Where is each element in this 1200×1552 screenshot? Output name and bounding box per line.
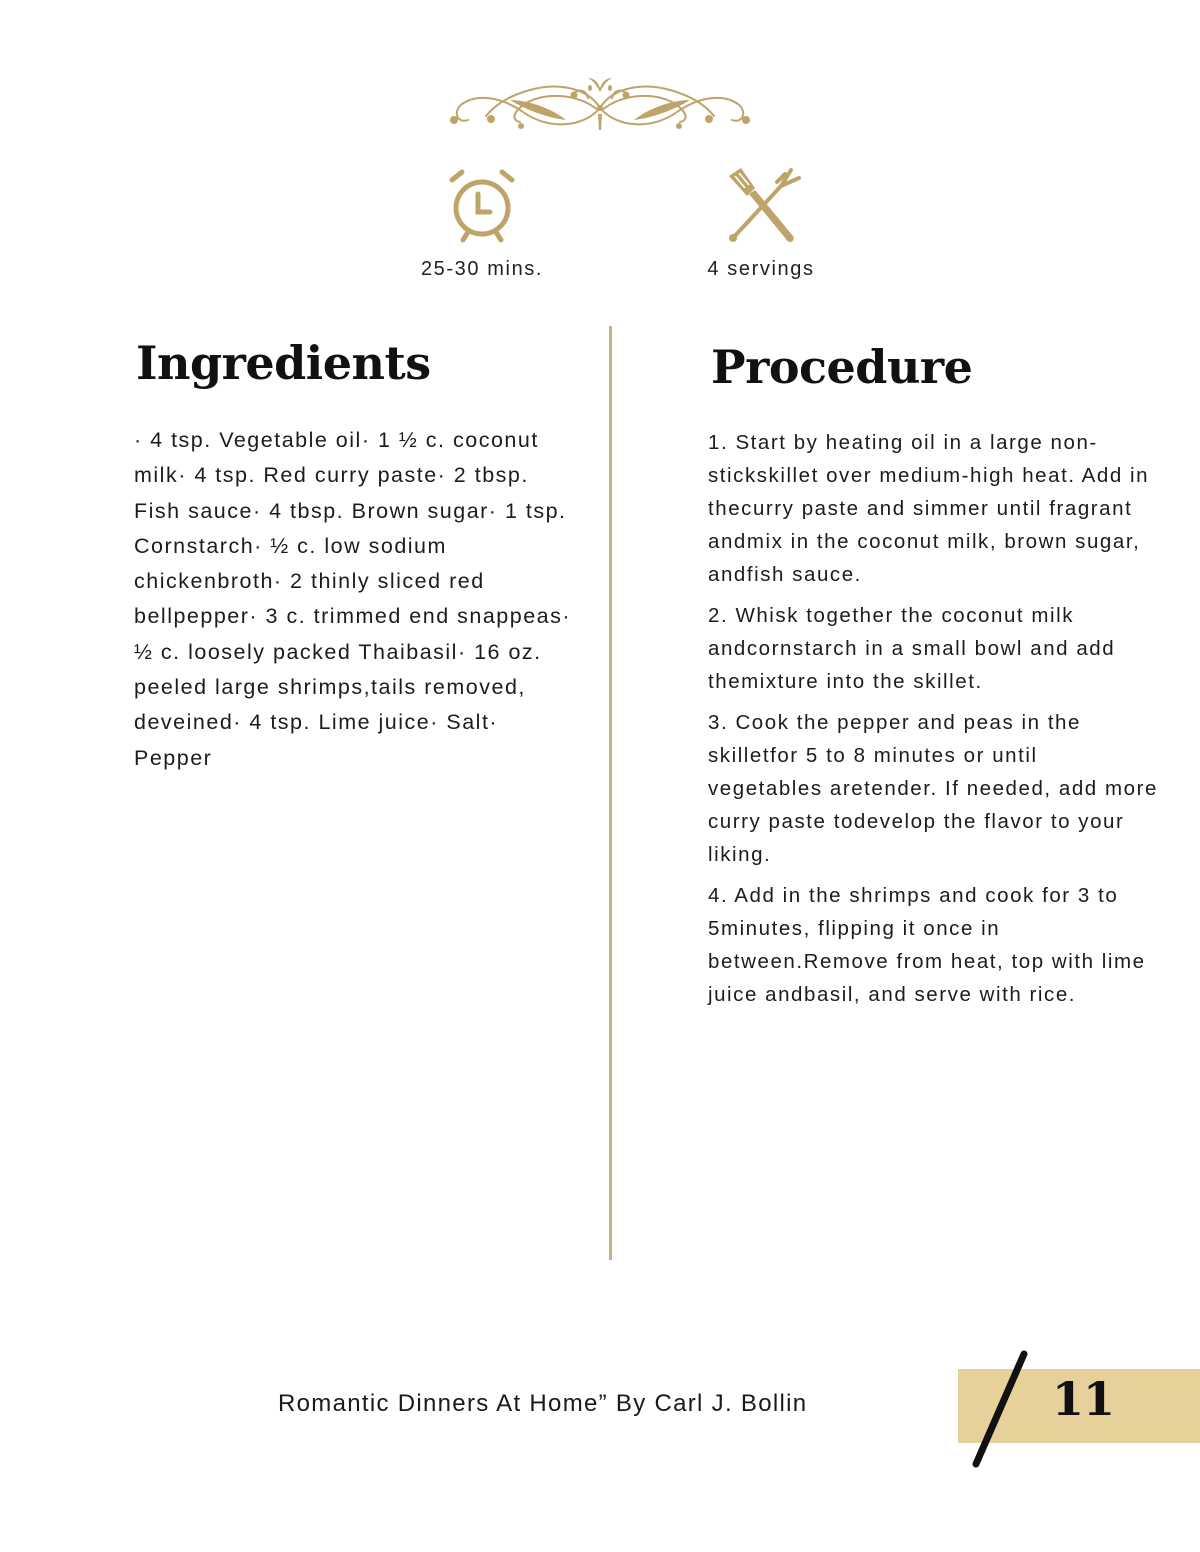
page-number: 11 [1052,1372,1115,1426]
book-credit: Romantic Dinners At Home” By Carl J. Bollin [278,1390,808,1417]
ingredients-list: · 4 tsp. Vegetable oil· 1 ½ c. coconut milk· 4 tsp. Red curry paste· 2 tbsp. Fish sauce· 4 tbsp. Brown sugar· 1 tsp. Cornstarch· ½ c. low sodium chickenbroth· 2 thinly sliced red bellpepper· 3 c. trimmed end snappeas· ½ c. loosely packed Thaibasil· 16 oz. peeled large shrimps,tails removed, deveined· 4 tsp. Lime juice· Salt· Pepper [134,428,572,770]
column-divider [609,326,612,1260]
procedure-step-1: 1. Start by heating oil in a large non-stickskillet over medium-high heat. Add in thecurry paste and simmer until fragrant andmix in the coconut milk, brown sugar, andfish sauce. [708,431,1150,586]
procedure-steps [708,426,1158,1019]
procedure-step-2: 2. Whisk together the coconut milk andcornstarch in a small bowl and add themixture into the skillet. [708,604,1116,693]
alarm-clock-icon [446,166,518,244]
servings [676,166,846,281]
ingredients-heading: Ingredients [136,336,431,390]
prep-time-label: 25-30 mins. [420,258,544,280]
procedure-heading: Procedure [711,340,973,394]
spatula-fork-crossed-icon [719,166,803,244]
procedure-step-3: 3. Cook the pepper and peas in the skilletfor 5 to 8 minutes or until vegetables aretender. If needed, add more curry paste todevelop the flavor to your liking. [708,711,1158,866]
flourish-ornament-icon [438,70,762,134]
servings-label: 4 servings [707,258,815,280]
prep-time [400,166,564,281]
slash-decoration-icon [962,1350,1032,1470]
procedure-step-4: 4. Add in the shrimps and cook for 3 to 5minutes, flipping it once in between.Remove from heat, top with lime juice andbasil, and serve with rice. [708,884,1146,1006]
